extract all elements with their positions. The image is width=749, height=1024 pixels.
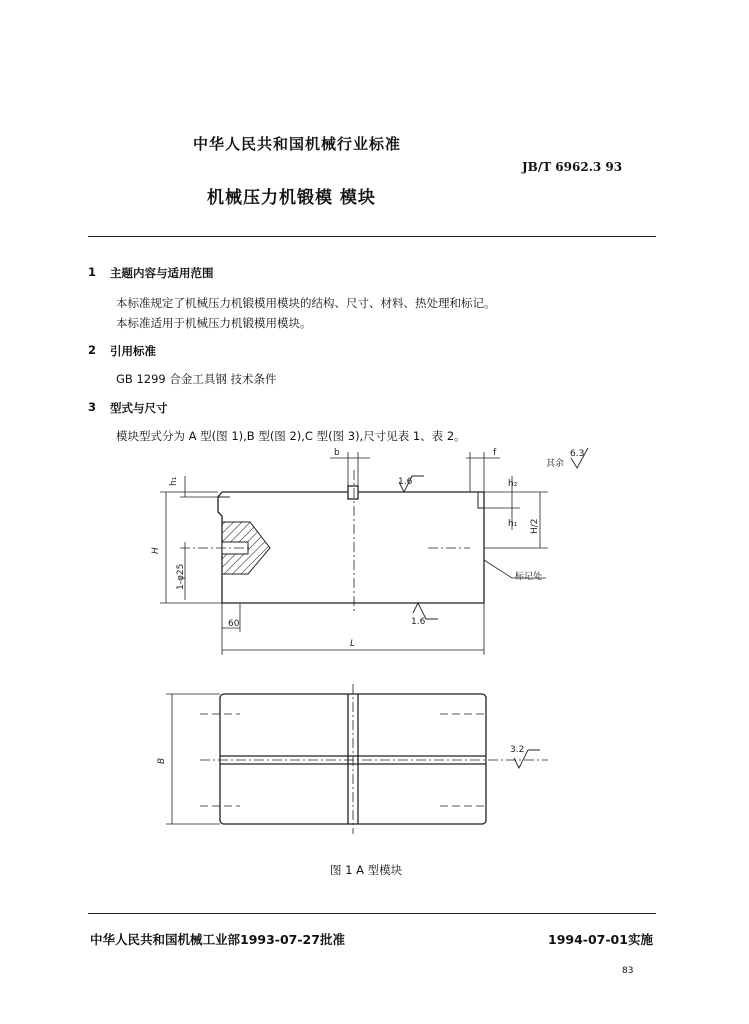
roughness-top: 1.6 — [398, 477, 413, 487]
org-standard-header: 中华人民共和国机械行业标准 — [193, 135, 402, 153]
dim-h1-left: h₁ — [169, 476, 179, 486]
page-title: 机械压力机锻模 模块 — [207, 188, 376, 208]
roughness-rest-label: 其余 — [546, 459, 565, 469]
section-1-line-2: 本标准适用于机械压力机锻模用模块。 — [116, 316, 312, 330]
roughness-bottom: 1.6 — [411, 617, 426, 627]
mark-area-label: 标记处 — [515, 572, 543, 582]
section-2-heading: 引用标准 — [110, 344, 156, 358]
dim-b: b — [334, 448, 340, 458]
figure-caption: 图 1 A 型模块 — [330, 863, 403, 877]
roughness-side: 3.2 — [510, 745, 525, 755]
section-1-line-1: 本标准规定了机械压力机锻模用模块的结构、尺寸、材料、热处理和标记。 — [116, 296, 496, 310]
dim-f: f — [493, 448, 497, 458]
section-1-number: 1 — [88, 265, 97, 279]
page-number: 83 — [622, 966, 634, 976]
footer-divider — [88, 913, 656, 914]
dim-60: 60 — [228, 619, 240, 629]
front-dimensions — [160, 452, 548, 655]
section-2-number: 2 — [88, 343, 97, 357]
roughness-rest-value: 6.3 — [570, 449, 585, 459]
dim-H-half: H/2 — [530, 518, 540, 534]
section-3-line-1: 模块型式分为 A 型(图 1),B 型(图 2),C 型(图 3),尺寸见表 1、表 2。 — [116, 429, 466, 443]
section-3-number: 3 — [88, 400, 97, 414]
section-3-heading: 型式与尺寸 — [110, 401, 168, 415]
section-1-heading: 主题内容与适用范围 — [110, 266, 214, 280]
key-slot — [348, 486, 358, 499]
section-2-line-1: GB 1299 合金工具钢 技术条件 — [116, 372, 277, 386]
roughness-symbols — [399, 448, 588, 768]
dim-H: H — [151, 547, 161, 554]
dim-h1-right: h₁ — [508, 519, 518, 529]
approval-text: 中华人民共和国机械工业部1993-07-27批准 — [90, 932, 345, 947]
dim-h2: h₂ — [508, 479, 518, 489]
dim-B: B — [157, 757, 167, 764]
hole-label: 1-φ25 — [176, 563, 186, 590]
standard-code: JB/T 6962.3 93 — [522, 160, 623, 174]
dim-L: L — [350, 639, 356, 649]
effective-date: 1994-07-01实施 — [548, 932, 653, 947]
